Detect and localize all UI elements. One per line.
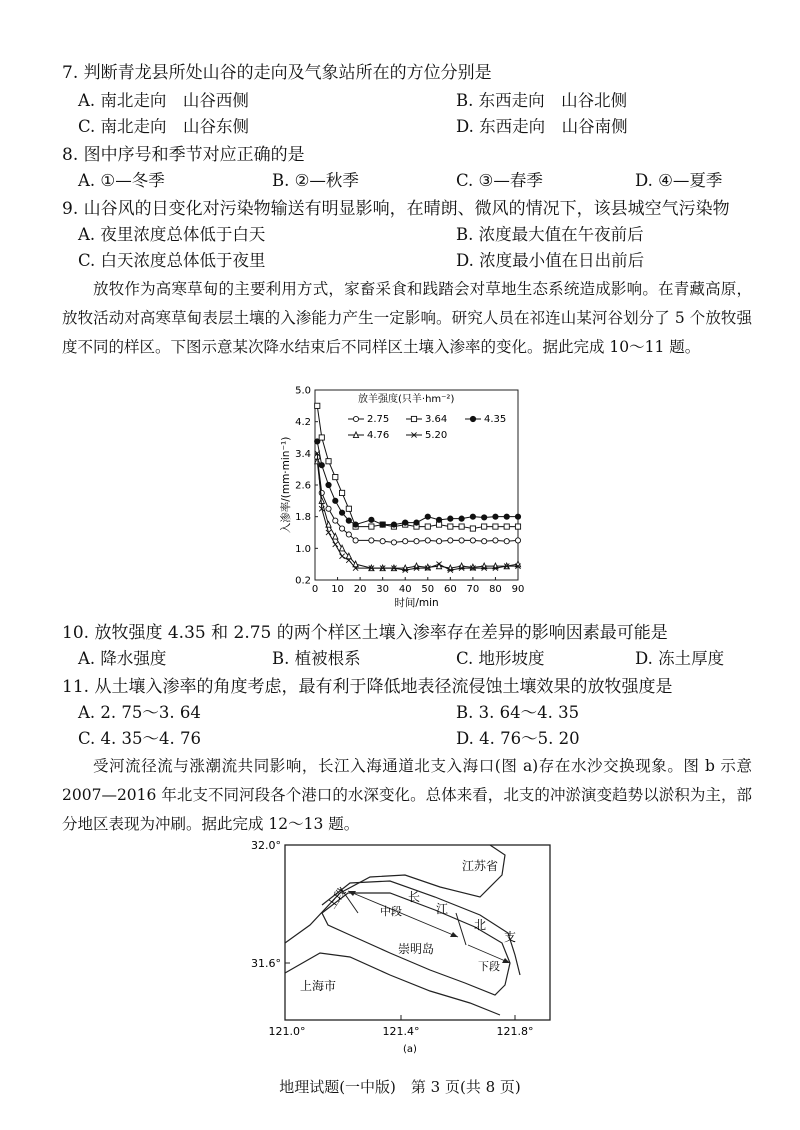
data-point-4-35 [482, 515, 487, 520]
lat-label-32: 32.0° [251, 839, 281, 852]
data-point-4-35 [353, 522, 358, 527]
series-line-2-75 [317, 457, 518, 542]
map-caption: (a) [403, 1044, 417, 1055]
x-tick-label: 60 [443, 584, 457, 595]
data-point-2-75 [369, 538, 374, 543]
question-9-stem: 9. 山谷风的日变化对污染物输送有明显影响，在晴朗、微风的情况下，该县城空气污染物 [62, 199, 730, 219]
data-point-2-75 [448, 538, 453, 543]
question-8-option-b: B. ②—秋季 [272, 171, 359, 190]
infiltration-rate-chart [270, 378, 540, 613]
data-point-2-75 [339, 526, 344, 531]
x-tick-label: 40 [398, 584, 412, 595]
data-point-4-35 [391, 522, 396, 527]
question-11-option-b: B. 3. 64～4. 35 [456, 703, 580, 722]
x-tick-label: 20 [353, 584, 367, 595]
question-7-option-a: A. 南北走向 山谷西侧 [78, 91, 249, 110]
data-point-2-75 [391, 540, 396, 545]
data-point-2-75 [482, 539, 487, 544]
label-shanghai: 上海市 [300, 979, 337, 993]
y-tick-label: 2.6 [295, 480, 311, 492]
passage-12-13: 受河流径流与涨潮流共同影响，长江入海通道北支入海口(图 a)存在水沙交换现象。图 b 示意 2007—2016 年北支不同河段各个港口的水深变化。总体来看，北支的冲淤演变趋势以淤积为主，部分地区表现为冲刷。据此完成 12～13 题。 [62, 757, 752, 833]
data-point-4-76 [319, 498, 324, 504]
legend-label: 3.64 [425, 414, 448, 425]
river-char-1: 长 [408, 890, 421, 904]
series-line-4-35 [317, 441, 518, 524]
data-point-2-75 [504, 539, 509, 544]
question-7-option-d: D. 东西走向 山谷南侧 [456, 117, 628, 136]
legend-marker [470, 416, 475, 421]
y-axis-label: 入渗率/(mm·min⁻¹) [280, 436, 292, 534]
data-point-3-64 [425, 524, 430, 529]
legend-label: 4.35 [484, 414, 507, 425]
x-tick-label: 50 [421, 584, 435, 595]
lon-label-121-4: 121.4° [382, 1025, 420, 1038]
passage-10-11: 放牧作为高寒草甸的主要利用方式，家畜采食和践踏会对草地生态系统造成影响。在青藏高原，放牧活动对高寒草甸表层土壤的入渗能力产生一定影响。研究人员在祁连山某河谷划分了 5 个放牧强度不同的样区。下图示意某次降水结束后不同样区土壤入渗率的变化。据此完成 10～11 题。 [62, 280, 752, 356]
data-point-2-75 [403, 539, 408, 544]
data-point-3-64 [339, 490, 344, 495]
data-point-2-75 [515, 538, 520, 543]
data-point-3-64 [470, 526, 475, 531]
data-point-3-64 [333, 474, 338, 479]
question-9-option-d: D. 浓度最小值在日出前后 [456, 251, 645, 270]
data-point-5-20 [333, 542, 338, 547]
data-point-4-35 [493, 514, 498, 519]
data-point-4-35 [414, 520, 419, 525]
data-point-3-64 [448, 524, 453, 529]
data-point-4-35 [425, 514, 430, 519]
x-axis-label: 时间/min [394, 597, 439, 609]
question-11-option-c: C. 4. 35～4. 76 [78, 729, 201, 748]
question-7-stem: 7. 判断青龙县所处山谷的走向及气象站所在的方位分别是 [62, 63, 492, 83]
data-point-4-35 [515, 514, 520, 519]
river-char-3: 北 [474, 918, 487, 932]
data-point-2-75 [436, 539, 441, 544]
lat-label-31-6: 31.6° [251, 957, 281, 970]
y-tick-label: 5.0 [295, 385, 311, 397]
data-point-3-64 [326, 459, 331, 464]
legend-title: 放羊强度(只羊·hm⁻²) [358, 394, 455, 405]
data-point-3-64 [504, 524, 509, 529]
question-10-option-d: D. 冻土厚度 [635, 649, 725, 668]
y-tick-label: 3.4 [295, 448, 311, 460]
question-7-option-c: C. 南北走向 山谷东侧 [78, 117, 250, 136]
x-tick-label: 70 [466, 584, 480, 595]
x-tick-label: 90 [511, 584, 525, 595]
question-10-stem: 10. 放牧强度 4.35 和 2.75 的两个样区土壤入渗率存在差异的影响因素最可能是 [62, 623, 668, 643]
data-point-2-75 [425, 538, 430, 543]
label-middle-segment: 中段 [380, 905, 402, 918]
label-upper-segment: 上段 [325, 885, 349, 912]
question-10-option-c: C. 地形坡度 [456, 649, 545, 668]
y-tick-label: 1.0 [295, 543, 311, 555]
page-footer: 地理试题(一中版) 第 3 页(共 8 页) [279, 1078, 521, 1096]
x-tick-label: 0 [311, 584, 319, 595]
data-point-4-35 [346, 518, 351, 523]
x-tick-label: 80 [489, 584, 502, 595]
label-jiangsu: 江苏省 [462, 859, 499, 873]
x-tick-label: 10 [331, 584, 344, 595]
data-point-4-35 [436, 517, 441, 522]
data-point-2-75 [333, 518, 338, 523]
y-tick-label: 4.2 [295, 417, 311, 429]
data-point-2-75 [470, 538, 475, 543]
data-point-5-20 [339, 554, 344, 559]
question-11-option-d: D. 4. 76～5. 20 [456, 729, 580, 748]
series-line-4-76 [317, 461, 518, 568]
legend-marker [411, 416, 416, 421]
data-point-3-64 [482, 524, 487, 529]
question-10-option-b: B. 植被根系 [272, 649, 361, 668]
label-lower-segment: 下段 [478, 960, 500, 973]
yangtze-north-branch-map [240, 835, 560, 1060]
question-7-option-b: B. 东西走向 山谷北侧 [456, 91, 628, 110]
data-point-4-35 [333, 498, 338, 503]
data-point-3-64 [515, 524, 520, 529]
legend-label: 2.75 [367, 414, 390, 425]
y-tick-label: 0.2 [295, 575, 311, 587]
data-point-4-35 [315, 439, 320, 444]
data-point-4-35 [403, 520, 408, 525]
data-point-2-75 [414, 539, 419, 544]
question-9-option-a: A. 夜里浓度总体低于白天 [78, 225, 266, 244]
question-8-option-d: D. ④—夏季 [635, 171, 723, 190]
data-point-3-64 [315, 403, 320, 408]
question-8-stem: 8. 图中序号和季节对应正确的是 [62, 145, 305, 165]
x-tick-label: 30 [376, 584, 390, 595]
data-point-3-64 [346, 506, 351, 511]
data-point-2-75 [493, 538, 498, 543]
question-8-option-a: A. ①—冬季 [78, 171, 165, 190]
data-point-2-75 [380, 539, 385, 544]
question-9-option-b: B. 浓度最大值在午夜前后 [456, 225, 644, 244]
legend-marker [353, 416, 358, 421]
question-9-option-c: C. 白天浓度总体低于夜里 [78, 251, 266, 270]
data-point-2-75 [353, 538, 358, 543]
legend-label: 4.76 [367, 430, 390, 441]
data-point-2-75 [459, 538, 464, 543]
question-8-option-c: C. ③—春季 [456, 171, 543, 190]
data-point-4-35 [326, 482, 331, 487]
label-chongming: 崇明岛 [398, 942, 435, 956]
data-point-4-35 [470, 514, 475, 519]
question-11-option-a: A. 2. 75～3. 64 [78, 703, 201, 722]
question-11-stem: 11. 从土壤入渗率的角度考虑，最有利于降低地表径流侵蚀土壤效果的放牧强度是 [62, 677, 673, 697]
legend-label: 5.20 [425, 430, 448, 441]
data-point-3-64 [459, 524, 464, 529]
data-point-3-64 [319, 435, 324, 440]
river-char-4: 支 [504, 930, 517, 944]
data-point-4-35 [448, 516, 453, 521]
data-point-4-35 [380, 522, 385, 527]
data-point-4-35 [339, 510, 344, 515]
data-point-4-35 [504, 514, 509, 519]
data-point-2-75 [326, 506, 331, 511]
data-point-4-35 [459, 516, 464, 521]
y-tick-label: 1.8 [295, 512, 311, 524]
data-point-4-35 [369, 517, 374, 522]
lon-label-121-8: 121.8° [496, 1025, 534, 1038]
data-point-3-64 [493, 524, 498, 529]
data-point-3-64 [369, 524, 374, 529]
lon-label-121-0: 121.0° [268, 1025, 306, 1038]
question-10-option-a: A. 降水强度 [78, 649, 167, 668]
river-char-2: 江 [436, 902, 449, 916]
data-point-2-75 [346, 532, 351, 537]
